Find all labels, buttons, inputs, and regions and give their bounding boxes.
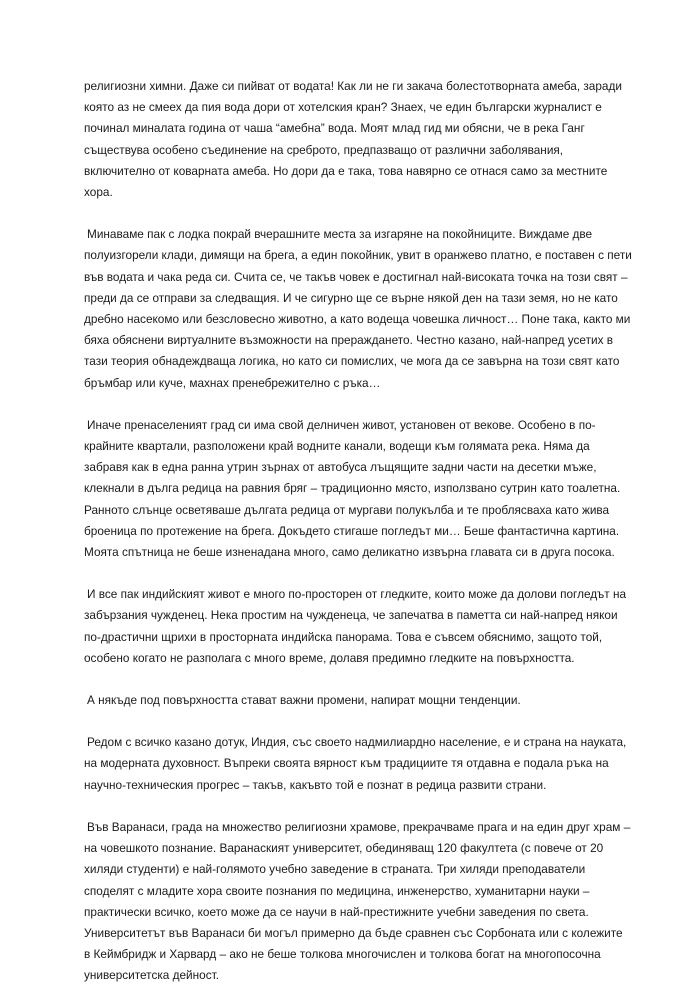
paragraph-5: А някъде под повърхността стават важни промени, напират мощни тенденции. bbox=[87, 693, 521, 708]
paragraph-6: Редом с всичко казано дотук, Индия, със своето надмилиардно население, е и страна на науката, на модерната духовност. Въпреки своята вярност към традициите тя отдавна е подала ръка на научно-техническия прогрес – такъв, какъвто той е познат в редица развити страни. bbox=[84, 735, 627, 792]
paragraph-1: религиозни химни. Даже си пийват от водата! Как ли не ги закача болестотворната амеба, заради която аз не смеех да пия вода дори от хотелския кран? Знаех, че един български журналист е починал миналата година от чаша “амебна” вода. Моят млад гид ми обясни, че в река Ганг съществува особено съединение на среброто, предпазващо от различни заболявания, включително от коварната амеба. Но дори да е така, това навярно се отнася само за местните хора. bbox=[84, 79, 622, 200]
paragraph-7: Във Варанаси, града на множество религиозни храмове, прекрачваме прага и на един друг храм – на човешкото познание. Варанаският университет, обединяващ 120 факултета (с повече от 20 хиляди студенти) е най-голямото учебно заведение в страната. Три хиляди преподаватели споделят с младите хора своите познания по медицина, инженерство, хуманитарни науки – практически всичко, което може да се научи в най-престижните учебни заведения по света. Университетът във Варанаси би могъл примерно да бъде сравнен със Сорбоната или с колежите в Кеймбридж и Харвард – ако не беше толкова многочислен и толкова богат на многопосочна университетска дейност. bbox=[84, 819, 631, 983]
paragraph-4: И все пак индийският живот е много по-просторен от гледките, които може да долови погледът на забързания чужденец. Нека простим на чужденеца, че запечатва в паметта си най-напред някои по-драстични щрихи в просторната индийска панорама. Това е съвсем обяснимо, защото той, особено когато не разполага с много време, долавя предимно гледките на повърхността. bbox=[84, 587, 627, 665]
paragraph-3: Иначе пренаселеният град си има свой делничен живот, установен от векове. Особено в по-крайните квартали, разположени край водните канали, водещи към голямата река. Няма да забравя как в една ранна утрин зърнах от автобуса лъщящите задни части на десетки мъже, клекнали в дълга редица на равния бряг – традиционно място, използвано сутрин като тоалетна. Ранното слънце осветяваше дългата редица от мургави полукълба и те проблясваха като жива броеница по протежение на брега. Докъдето стигаше погледът ми… Беше фантастична картина. Моята спътница не беше изненадана много, само деликатно извърна главата си в друга посока. bbox=[84, 417, 621, 560]
body-text bbox=[84, 76, 632, 1008]
paragraph-2: Минаваме пак с лодка покрай вчерашните места за изгаряне на покойниците. Виждаме две полуизгорели клади, димящи на брега, а един покойник, увит в оранжево платно, е поставен с пети във водата и чака реда си. Счита се, че такъв човек е достигнал най-високата точка на този свят – преди да се отправи за следващия. И че сигурно ще се върне някой ден на тази земя, но не като дребно насекомо или безсловесно животно, а като водеща човешка личност… Поне така, както ми бяха обяснени виртуалните възможности на прераждането. Честно казано, най-напред усетих в тази теория обнадеждваща логика, но като си помислих, че мога да се завърна на този свят като бръмбар или куче, махнах пренебрежително с ръка… bbox=[84, 227, 632, 390]
